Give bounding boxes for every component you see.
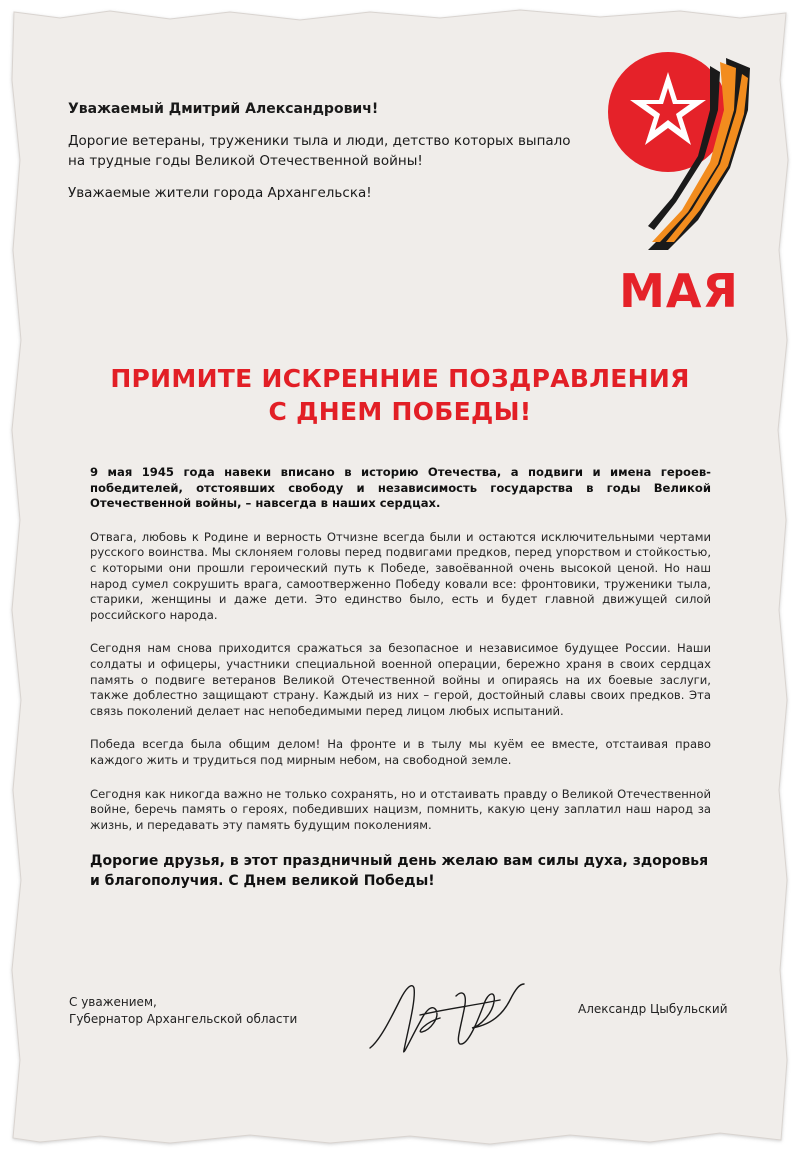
paragraph-5: Сегодня как никогда важно не только сохранять, но и отстаивать правду о Великой Отечественной войне, беречь память о героях, победивших нацизм, помнить, какую цену заплатил наш народ за жизнь, и передавать эту память будущим поколениям. (90, 786, 711, 832)
letter-body (90, 465, 711, 909)
paragraph-3: Сегодня нам снова приходится сражаться за безопасное и независимое будущее России. Наши солдаты и офицеры, участники специальной военной операции, бережно храня в своих сердцах память о подвиге ветеранов Великой Отечественной войны и опираясь на их боевые заслуги, также доблестно защищают страну. Каждый из них – герой, достойный славы своих предков. Эта связь поколений делает нас непобедимыми перед лицом любых испытаний. (90, 641, 711, 718)
signer-title: Губернатор Архангельской области (69, 1012, 298, 1026)
addressee-name: Уважаемый Дмитрий Александрович! (68, 101, 379, 117)
paragraph-2: Отвага, любовь к Родине и верность Отчизне всегда были и остаются исключительными чертами русского воинства. Мы склоняем головы перед подвигами предков, перед упорством и стойкостью, с которыми они прошли героический путь к Победе, завоёванной очень высокой ценой. Но наш народ сумел сокрушить врага, самоотверженно Победу ковали все: фронтовики, труженики тыла, старики, женщины и даже дети. Это единство было, есть и будет главной движущей силой российского народа. (90, 529, 711, 622)
closing-wishes: Дорогие друзья, в этот праздничный день желаю вам силы духа, здоровья и благополучия. С Днем великой Победы! (90, 853, 709, 890)
signoff-block (69, 994, 297, 1028)
emblem-word-may: МАЯ (619, 264, 739, 318)
emblem-nine-star-ribbon (608, 50, 750, 265)
headline-line-1: ПРИМИТЕ ИСКРЕННИЕ ПОЗДРАВЛЕНИЯ (110, 364, 690, 393)
greeting-residents: Уважаемые жители города Архангельска! (68, 185, 372, 201)
handwritten-signature (360, 970, 540, 1060)
paragraph-4: Победа всегда была общим делом! На фронте и в тылу мы куём ее вместе, отстаивая право каждого жить и трудиться под мирным небом, на свободной земле. (90, 737, 711, 767)
headline (60, 362, 740, 428)
signer-name: Александр Цыбульский (578, 1002, 728, 1016)
may-9-emblem (608, 50, 750, 318)
headline-line-2: С ДНЕМ ПОБЕДЫ! (268, 397, 532, 426)
paragraph-1: 9 мая 1945 года навеки вписано в историю Отечества, а подвиги и имена героев-победителей, отстоявших свободу и независимость государства в годы Великой Отечественной войны, – навсегда в наших сердцах. (90, 465, 711, 511)
greeting-veterans: Дорогие ветераны, труженики тыла и люди, детство которых выпало на трудные годы Великой Отечественной войны! (68, 133, 571, 169)
greeting-block (68, 99, 588, 215)
regards-line: С уважением, (69, 995, 157, 1009)
